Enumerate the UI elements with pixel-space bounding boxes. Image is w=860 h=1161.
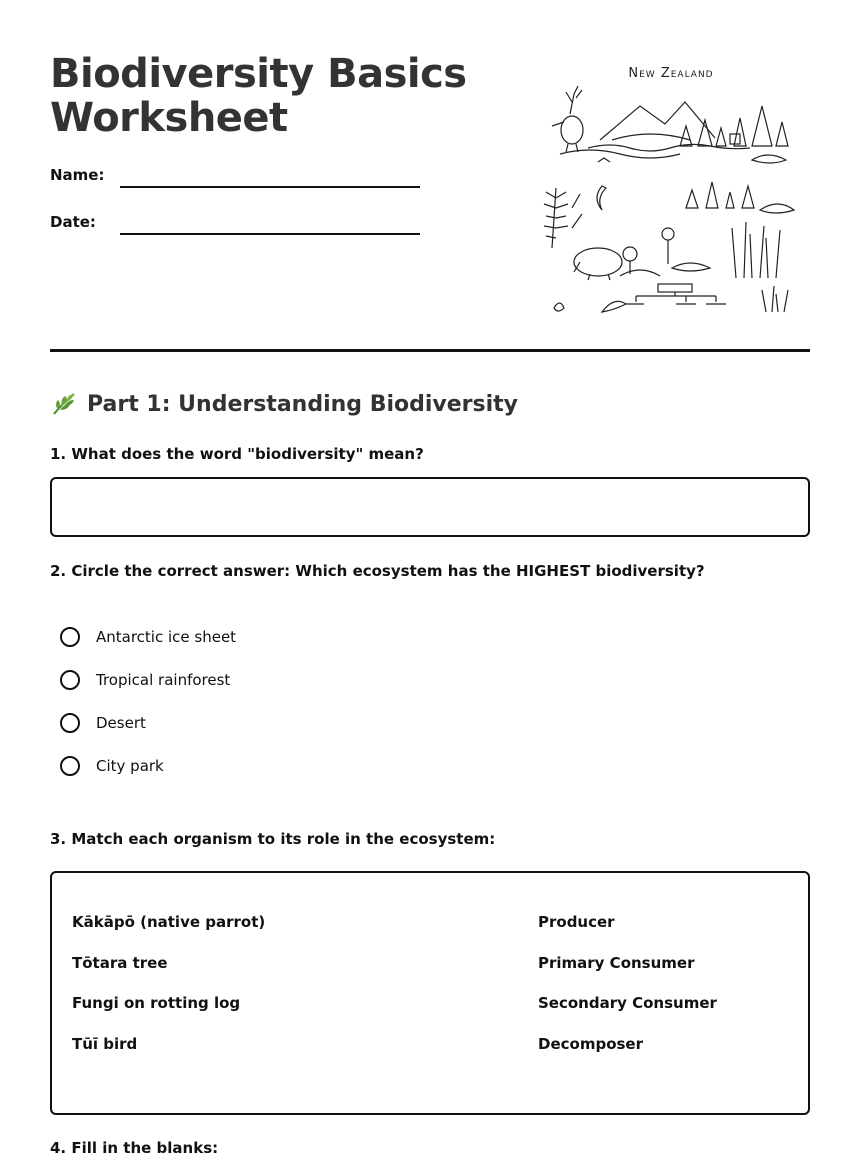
date-label: Date: xyxy=(50,213,96,231)
matching-box xyxy=(50,871,810,1115)
option-city-park[interactable] xyxy=(60,756,164,776)
illustration-caption: New Zealand xyxy=(628,66,714,81)
name-field-line[interactable] xyxy=(120,186,420,188)
option-label: Tropical rainforest xyxy=(96,671,231,689)
header-divider xyxy=(50,349,810,352)
option-label: Antarctic ice sheet xyxy=(96,628,237,646)
part1-title xyxy=(50,390,518,418)
question-4: 4. Fill in the blanks: xyxy=(50,1139,219,1157)
role-primary-consumer[interactable]: Primary Consumer xyxy=(538,954,695,972)
role-decomposer[interactable]: Decomposer xyxy=(538,1035,643,1053)
role-secondary-consumer[interactable]: Secondary Consumer xyxy=(538,994,717,1012)
radio-circle[interactable] xyxy=(60,756,80,776)
radio-circle[interactable] xyxy=(60,670,80,690)
role-producer[interactable]: Producer xyxy=(538,913,615,931)
option-desert[interactable] xyxy=(60,713,146,733)
title-line-2: Worksheet xyxy=(50,95,288,141)
option-antarctic[interactable] xyxy=(60,627,236,647)
question-1: 1. What does the word "biodiversity" mean? xyxy=(50,445,424,463)
part1-title-text: Part 1: Understanding Biodiversity xyxy=(87,391,519,417)
worksheet-title xyxy=(50,52,470,140)
radio-circle[interactable] xyxy=(60,627,80,647)
organism-fungi[interactable]: Fungi on rotting log xyxy=(72,994,241,1012)
organism-tui[interactable]: Tūī bird xyxy=(72,1035,138,1053)
name-label: Name: xyxy=(50,166,105,184)
radio-circle[interactable] xyxy=(60,713,80,733)
option-label: City park xyxy=(96,757,164,775)
organism-kakapo[interactable]: Kākāpō (native parrot) xyxy=(72,913,266,931)
date-field-line[interactable] xyxy=(120,233,420,235)
question-2: 2. Circle the correct answer: Which ecosystem has the HIGHEST biodiversity? xyxy=(50,562,705,580)
option-label: Desert xyxy=(96,714,146,732)
title-line-1: Biodiversity Basics xyxy=(50,51,467,97)
option-rainforest[interactable] xyxy=(60,670,230,690)
organism-totara[interactable]: Tōtara tree xyxy=(72,954,168,972)
question-3: 3. Match each organism to its role in the ecosystem: xyxy=(50,830,496,848)
q1-answer-field[interactable] xyxy=(50,477,810,537)
nz-ecosystem-illustration xyxy=(540,58,802,320)
leaf-icon xyxy=(50,390,78,418)
